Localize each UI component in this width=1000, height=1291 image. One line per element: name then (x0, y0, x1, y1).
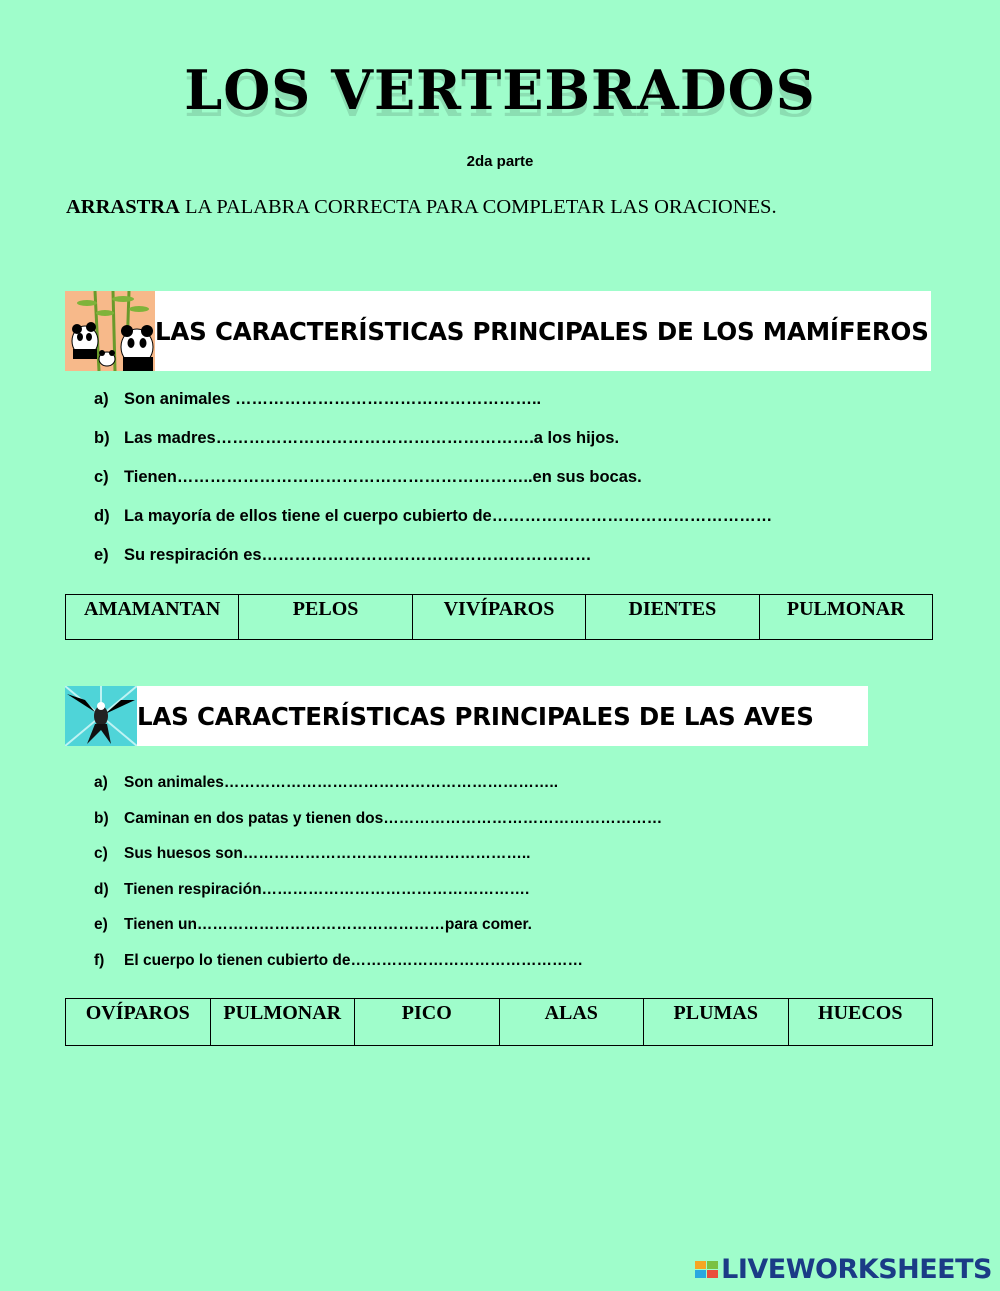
aves-word-bank (65, 998, 933, 1046)
list-item: d) La mayoría de ellos tiene el cuerpo cubierto de…………………………………………… (94, 507, 773, 525)
instruction-emphasis: ARRASTRA (66, 196, 180, 218)
list-item: c) Tienen………………………………………………………..en sus bocas. (94, 468, 642, 486)
logo-block (695, 1261, 706, 1269)
list-item: c) Sus huesos son……………………………………………….. (94, 845, 531, 863)
instruction-text: LA PALABRA CORRECTA PARA COMPLETAR LAS ORACIONES. (179, 196, 777, 218)
aves-banner (65, 686, 868, 746)
word-amamantan[interactable]: AMAMANTAN (66, 595, 239, 640)
panda-image (65, 291, 155, 371)
mamiferos-banner (65, 291, 931, 371)
bird-image (65, 686, 137, 746)
list-item: e) Tienen un…………………………………………para comer. (94, 916, 532, 934)
list-item: b) Las madres………………………………………………….a los hijos. (94, 429, 620, 447)
list-item: b) Caminan en dos patas y tienen dos……………………………………………… (94, 809, 663, 827)
page-title: LOS VERTEBRADOS (184, 58, 816, 122)
liveworksheets-logo[interactable] (695, 1254, 992, 1285)
word-plumas[interactable]: PLUMAS (644, 999, 789, 1046)
logo-block (695, 1270, 706, 1278)
word-oviparos[interactable]: OVÍPAROS (66, 999, 211, 1046)
logo-text: LIVEWORKSHEETS (721, 1254, 992, 1285)
mamiferos-word-bank (65, 594, 933, 640)
word-pulmonar[interactable]: PULMONAR (210, 999, 355, 1046)
instruction (66, 196, 777, 219)
list-item: d) Tienen respiración……………………………………………. (94, 880, 530, 898)
mamiferos-banner-title: LAS CARACTERÍSTICAS PRINCIPALES DE LOS MAMÍFEROS (155, 316, 929, 346)
logo-blocks-icon (695, 1261, 718, 1278)
mamiferos-list (94, 390, 772, 585)
word-pelos[interactable]: PELOS (239, 595, 412, 640)
word-huecos[interactable]: HUECOS (788, 999, 933, 1046)
list-item: f) El cuerpo lo tienen cubierto de……………………………………… (94, 951, 584, 969)
logo-block (707, 1261, 718, 1269)
aves-list (94, 774, 662, 988)
aves-banner-title: LAS CARACTERÍSTICAS PRINCIPALES DE LAS AVES (137, 701, 814, 731)
word-pulmonar[interactable]: PULMONAR (759, 595, 932, 640)
list-item: a) Son animales……………………………………………………….. (94, 774, 559, 791)
page-subtitle: 2da parte (466, 153, 534, 170)
word-alas[interactable]: ALAS (499, 999, 644, 1046)
logo-block (707, 1270, 718, 1278)
word-pico[interactable]: PICO (355, 999, 500, 1046)
list-item: e) Su respiración es…………………………………………………… (94, 546, 592, 564)
list-item: a) Son animales ……………………………………………….. (94, 390, 542, 408)
word-dientes[interactable]: DIENTES (586, 595, 759, 640)
word-viviparos[interactable]: VIVÍPAROS (412, 595, 585, 640)
